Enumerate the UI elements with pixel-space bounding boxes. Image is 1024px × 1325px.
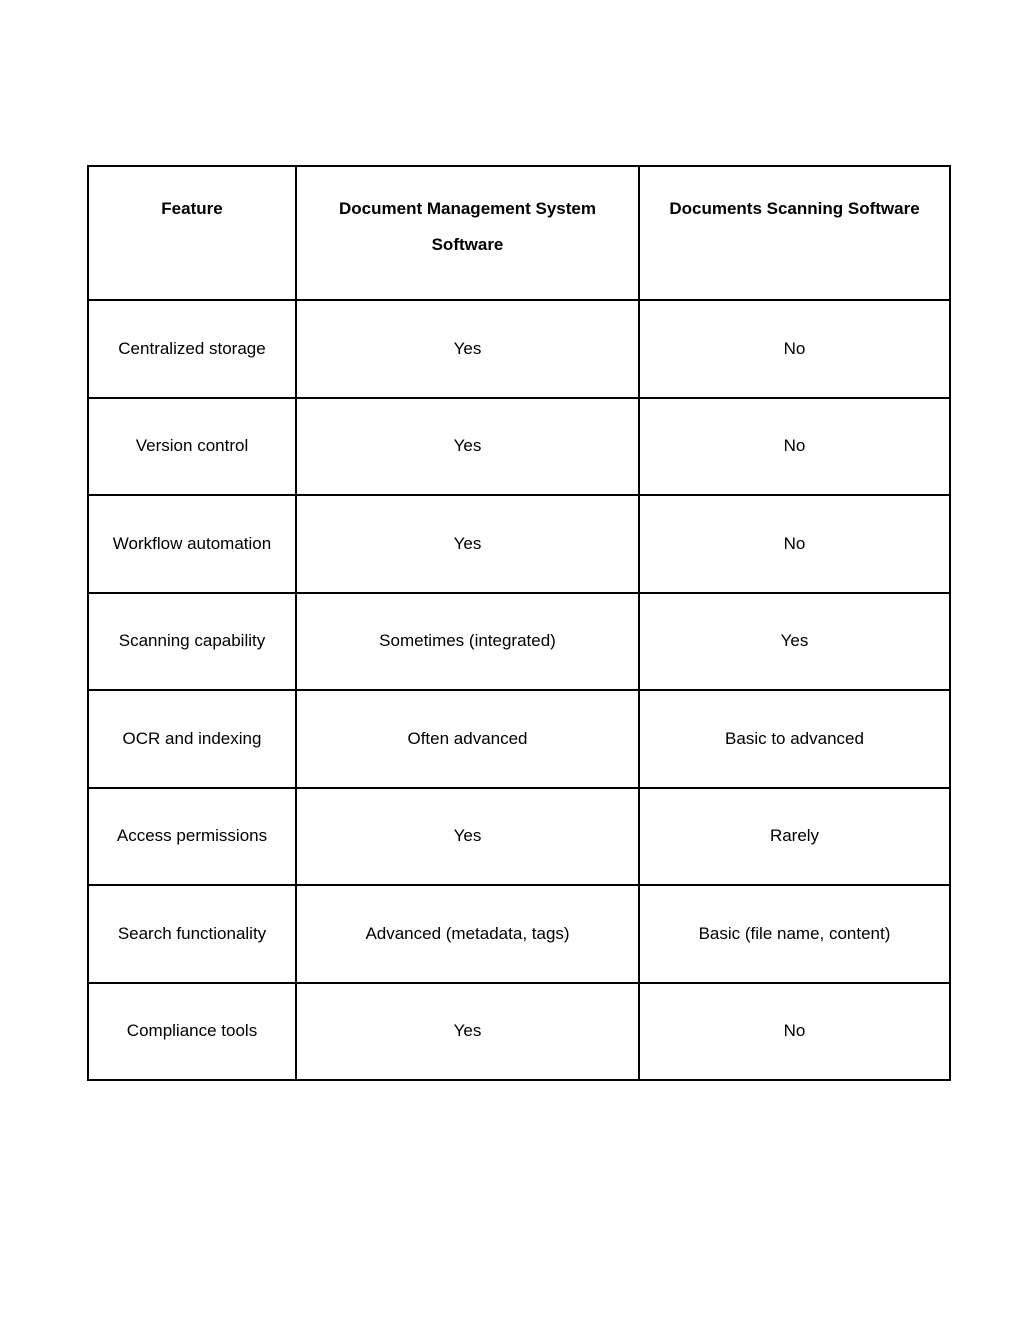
header-feature: Feature xyxy=(88,166,296,300)
cell-feature: Workflow automation xyxy=(88,495,296,593)
table-row xyxy=(88,788,950,886)
cell-feature: OCR and indexing xyxy=(88,690,296,788)
cell-scanning-value: Basic (file name, content) xyxy=(639,885,950,983)
cell-scanning-value: No xyxy=(639,300,950,398)
cell-feature: Centralized storage xyxy=(88,300,296,398)
cell-feature: Version control xyxy=(88,398,296,496)
cell-dms-value: Advanced (metadata, tags) xyxy=(296,885,639,983)
table-row xyxy=(88,495,950,593)
cell-dms-value: Sometimes (integrated) xyxy=(296,593,639,691)
table-header-row xyxy=(88,166,950,300)
header-dms-software: Document Management System Software xyxy=(296,166,639,300)
cell-scanning-value: Yes xyxy=(639,593,950,691)
cell-dms-value: Yes xyxy=(296,495,639,593)
table-row xyxy=(88,398,950,496)
cell-dms-value: Yes xyxy=(296,983,639,1081)
table-row xyxy=(88,885,950,983)
cell-dms-value: Yes xyxy=(296,788,639,886)
comparison-table xyxy=(87,165,951,1081)
cell-scanning-value: Basic to advanced xyxy=(639,690,950,788)
table-row xyxy=(88,983,950,1081)
cell-dms-value: Yes xyxy=(296,398,639,496)
cell-dms-value: Often advanced xyxy=(296,690,639,788)
cell-scanning-value: Rarely xyxy=(639,788,950,886)
cell-scanning-value: No xyxy=(639,495,950,593)
table-row xyxy=(88,690,950,788)
header-scanning-software: Documents Scanning Software xyxy=(639,166,950,300)
cell-feature: Scanning capability xyxy=(88,593,296,691)
cell-dms-value: Yes xyxy=(296,300,639,398)
cell-feature: Search functionality xyxy=(88,885,296,983)
cell-scanning-value: No xyxy=(639,398,950,496)
cell-feature: Access permissions xyxy=(88,788,296,886)
table-row xyxy=(88,300,950,398)
cell-feature: Compliance tools xyxy=(88,983,296,1081)
table-row xyxy=(88,593,950,691)
cell-scanning-value: No xyxy=(639,983,950,1081)
